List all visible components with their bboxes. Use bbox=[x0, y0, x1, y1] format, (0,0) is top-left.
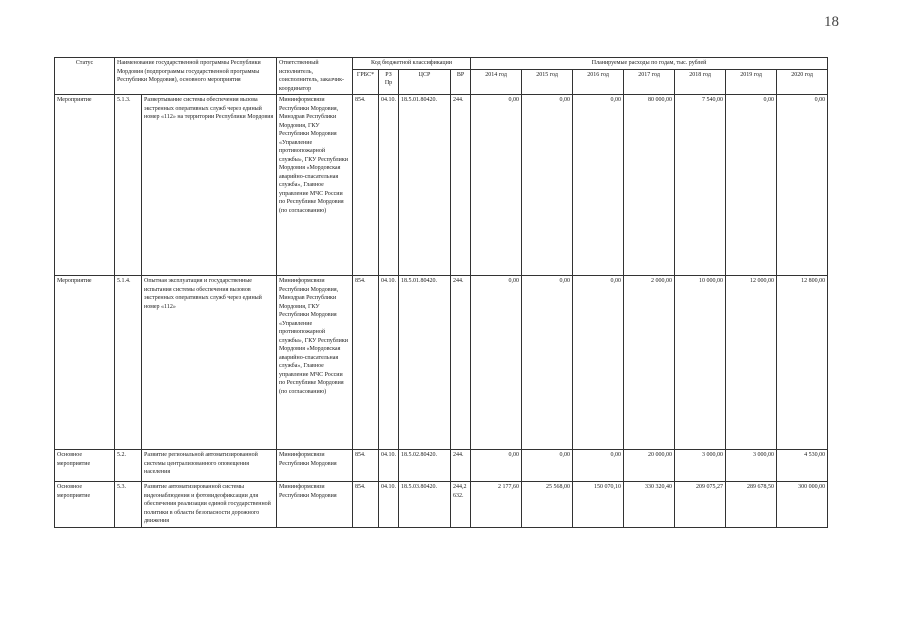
row-value-2018: 209 075,27 bbox=[675, 482, 726, 528]
header-year-2019: 2019 год bbox=[726, 69, 777, 95]
row-rzpr: 04.10. bbox=[379, 450, 399, 482]
row-value-2014: 0,00 bbox=[471, 276, 522, 450]
row-status: Мероприятие bbox=[55, 95, 115, 276]
table-row bbox=[55, 482, 828, 528]
row-value-2019: 12 000,00 bbox=[726, 276, 777, 450]
row-value-2019: 0,00 bbox=[726, 95, 777, 276]
header-csr: ЦСР bbox=[399, 69, 451, 95]
header-year-2017: 2017 год bbox=[624, 69, 675, 95]
row-value-2014: 2 177,60 bbox=[471, 482, 522, 528]
row-value-2017: 2 000,00 bbox=[624, 276, 675, 450]
row-value-2020: 300 000,00 bbox=[777, 482, 828, 528]
row-grbs: 854. bbox=[353, 482, 379, 528]
row-name: Развитие автоматизированной системы видеонаблюдения и фотовидеофиксации для обеспечения реализации единой государственной политики в области безопасности дорожного движения bbox=[142, 482, 277, 528]
row-value-2020: 4 530,00 bbox=[777, 450, 828, 482]
row-number: 5.3. bbox=[115, 482, 142, 528]
row-rzpr: 04.10. bbox=[379, 95, 399, 276]
row-value-2017: 80 000,00 bbox=[624, 95, 675, 276]
row-executor: Мининформсвязи Республики Мордовия, Минздрав Республики Мордовия, ГКУ Республики Мордовия «Управление противопожарной службы», ГКУ Республики Мордовия «Мордовская аварийно-спасательная служба», Главное управление МЧС России по Республике Мордовия (по согласованию) bbox=[277, 95, 353, 276]
row-csr: 18.5.03.80420. bbox=[399, 482, 451, 528]
row-value-2015: 0,00 bbox=[522, 450, 573, 482]
row-value-2018: 7 540,00 bbox=[675, 95, 726, 276]
row-value-2020: 0,00 bbox=[777, 95, 828, 276]
row-name: Опытная эксплуатация и государственные испытания системы обеспечения вызовов экстренных оперативных служб через единый номер «112» bbox=[142, 276, 277, 450]
header-row-top bbox=[55, 58, 828, 70]
row-value-2017: 20 000,00 bbox=[624, 450, 675, 482]
row-value-2018: 3 000,00 bbox=[675, 450, 726, 482]
row-value-2015: 0,00 bbox=[522, 95, 573, 276]
row-csr: 18.5.01.80420. bbox=[399, 95, 451, 276]
table-row bbox=[55, 95, 828, 276]
row-value-2018: 10 000,00 bbox=[675, 276, 726, 450]
row-grbs: 854. bbox=[353, 276, 379, 450]
header-executor: Ответственный исполнитель, соисполнитель, заказчик-координатор bbox=[277, 58, 353, 95]
header-year-2020: 2020 год bbox=[777, 69, 828, 95]
header-vr: ВР bbox=[451, 69, 471, 95]
row-status: Мероприятие bbox=[55, 276, 115, 450]
page-number: 18 bbox=[824, 14, 839, 30]
table-row bbox=[55, 276, 828, 450]
header-year-2014: 2014 год bbox=[471, 69, 522, 95]
row-value-2014: 0,00 bbox=[471, 95, 522, 276]
header-budget-code: Код бюджетной классификации bbox=[353, 58, 471, 70]
row-vr: 244. bbox=[451, 95, 471, 276]
row-executor: Мининформсвязи Республики Мордовия, Минздрав Республики Мордовия, ГКУ Республики Мордовия «Управление противопожарной службы», ГКУ Республики Мордовия «Мордовская аварийно-спасательная служба», Главное управление МЧС России по Республике Мордовия (по согласованию) bbox=[277, 276, 353, 450]
row-vr: 244,2 632. bbox=[451, 482, 471, 528]
row-csr: 18.5.01.80420. bbox=[399, 276, 451, 450]
header-expenses: Планируемые расходы по годам, тыс. рублей bbox=[471, 58, 828, 70]
row-status: Основное мероприятие bbox=[55, 450, 115, 482]
row-value-2014: 0,00 bbox=[471, 450, 522, 482]
header-program-name: Наименование государственной программы Республики Мордовия (подпрограммы государственной программы Республики Мордовия), основного мероприятия bbox=[115, 58, 277, 95]
row-executor: Мининформсвязи Республики Мордовия bbox=[277, 450, 353, 482]
row-value-2019: 289 678,50 bbox=[726, 482, 777, 528]
row-value-2015: 0,00 bbox=[522, 276, 573, 450]
header-year-2015: 2015 год bbox=[522, 69, 573, 95]
row-name: Развертывание системы обеспечения вызова экстренных оперативных служб через единый номер «112» на территории Республики Мордовия bbox=[142, 95, 277, 276]
row-rzpr: 04.10. bbox=[379, 276, 399, 450]
row-number: 5.1.3. bbox=[115, 95, 142, 276]
row-value-2019: 3 000,00 bbox=[726, 450, 777, 482]
row-value-2017: 330 320,40 bbox=[624, 482, 675, 528]
header-status: Статус bbox=[55, 58, 115, 95]
row-status: Основное мероприятие bbox=[55, 482, 115, 528]
row-value-2015: 25 568,00 bbox=[522, 482, 573, 528]
budget-table bbox=[54, 57, 828, 528]
row-grbs: 854. bbox=[353, 450, 379, 482]
header-year-2018: 2018 год bbox=[675, 69, 726, 95]
row-grbs: 854. bbox=[353, 95, 379, 276]
row-name: Развитие региональной автоматизированной системы централизованного оповещения населения bbox=[142, 450, 277, 482]
row-value-2020: 12 800,00 bbox=[777, 276, 828, 450]
row-csr: 18.5.02.80420. bbox=[399, 450, 451, 482]
row-vr: 244. bbox=[451, 450, 471, 482]
row-value-2016: 0,00 bbox=[573, 450, 624, 482]
header-rzpr: РЗ Пр bbox=[379, 69, 399, 95]
row-rzpr: 04.10. bbox=[379, 482, 399, 528]
header-grbs: ГРБС* bbox=[353, 69, 379, 95]
table-row bbox=[55, 450, 828, 482]
header-year-2016: 2016 год bbox=[573, 69, 624, 95]
row-value-2016: 0,00 bbox=[573, 95, 624, 276]
row-number: 5.2. bbox=[115, 450, 142, 482]
row-vr: 244. bbox=[451, 276, 471, 450]
row-value-2016: 0,00 bbox=[573, 276, 624, 450]
row-executor: Мининформсвязи Республики Мордовия bbox=[277, 482, 353, 528]
row-number: 5.1.4. bbox=[115, 276, 142, 450]
row-value-2016: 150 070,10 bbox=[573, 482, 624, 528]
